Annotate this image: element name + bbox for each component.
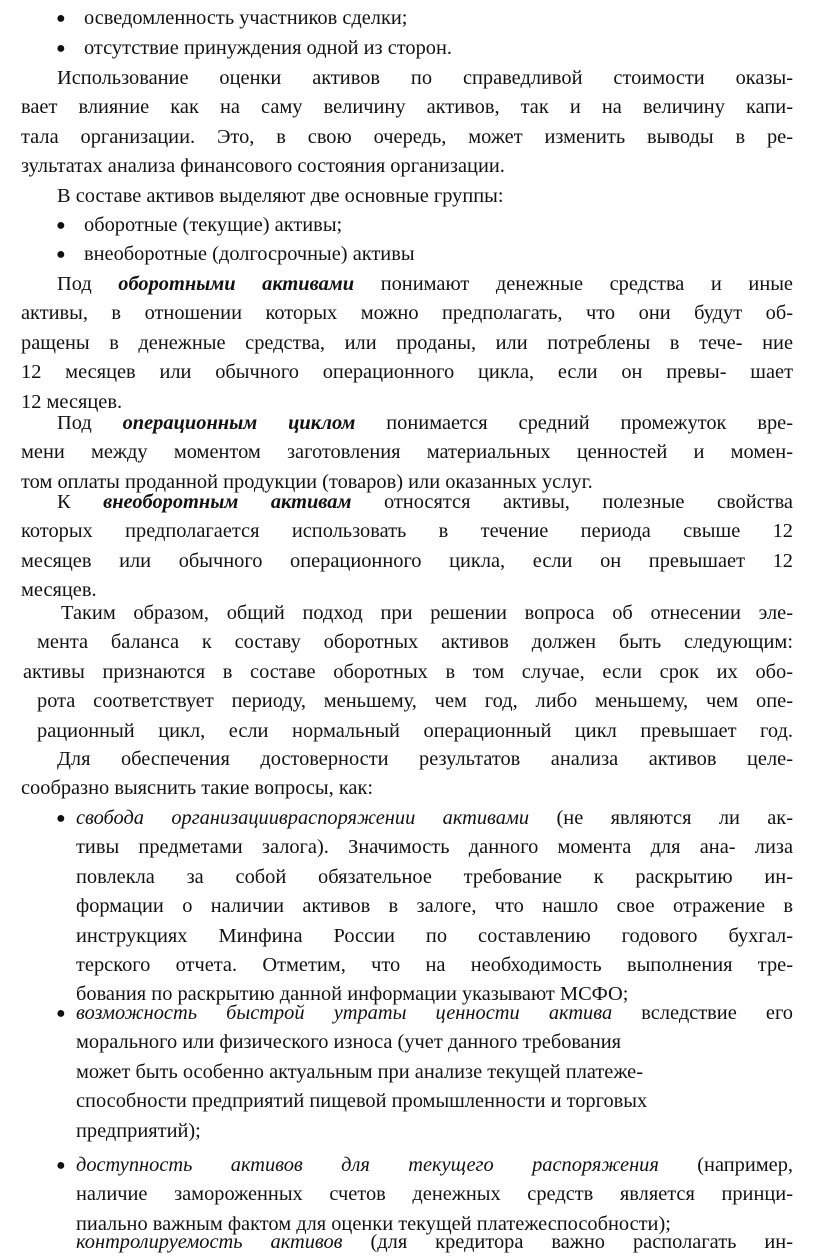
list-item: ● возможность быстрой утраты ценности актива вследствие его морального или физического износа (учет данного требования может быть особенно актуальным при анализе текущей платеже- способности предприятий пищевой промышленности и торговых предприятий); bbox=[56, 999, 793, 1146]
paragraph: Таким образом, общий подход при решении вопроса об отнесении эле- мента баланса к составу оборотных активов должен быть следующим: активы признаются в составе оборотных в том случае, если срок их обо- рота соответствует периоду, меньшему, чем год, либо меньшему, чем опе- рационный цикл, если нормальный операционный цикл превышает год. bbox=[23, 602, 793, 742]
bullet-icon: ● bbox=[56, 10, 66, 27]
emphasis-term: возможность быстрой утраты ценности актива bbox=[76, 1002, 613, 1024]
list-item: ● внеоборотные (долгосрочные) активы bbox=[56, 240, 776, 269]
paragraph: В составе активов выделяют две основные группы: bbox=[57, 185, 504, 207]
emphasis-term: свобода организацииврaспоряжении активами bbox=[76, 807, 530, 829]
paragraph: контролируемость активов (для кредитора важно располагать ин- bbox=[76, 1231, 793, 1253]
list-item: ● свобода организацииврaспоряжении активами (не являются ли ак- тивы предметами залога). Значимость данного момента для ана- лиза повлекла за собой обязательное требование к раскрытию ин- формации о наличии активов в залоге, что нашло свое отражение в инструкциях Минфина России по составлению годового бухгал- терского отчета. Отметим, что на необходимость выполнения тре- бования по раскрытию данной информации указывают МСФО; bbox=[56, 804, 793, 1010]
bullet-icon: ● bbox=[56, 810, 66, 827]
defined-term: оборотными активами bbox=[118, 273, 355, 295]
list-item: ● осведомленность участников сделки; bbox=[56, 4, 776, 33]
bullet-icon: ● bbox=[56, 40, 66, 57]
bullet-icon: ● bbox=[56, 217, 66, 234]
paragraph: Под оборотными активами понимают денежные средства и иные активы, в отношении которых можно предполагать, что они будут об- ращены в денежные средства, или проданы, или потреблены в тече- ние 12 месяцев или обычного операционного цикла, если он превы- шает 12 месяцев. bbox=[21, 273, 793, 413]
bullet-icon: ● bbox=[56, 246, 66, 263]
defined-term: внеоборотным активам bbox=[103, 491, 352, 513]
paragraph: Использование оценки активов по справедливой стоимости оказы- вает влияние как на саму величину активов, так и на величину капи- тала организации. Это, в свою очередь, может изменить выводы в ре- зультатах анализа финансового состояния организации. bbox=[21, 67, 793, 178]
bullet-icon: ● bbox=[56, 1005, 66, 1022]
emphasis-term: контролируемость активов bbox=[76, 1231, 343, 1253]
list-item: ● оборотные (текущие) активы; bbox=[56, 211, 776, 240]
paragraph: К внеоборотным активам относятся активы, полезные свойства которых предполагается использовать в течение периода свыше 12 месяцев или обычного операционного цикла, если он превышает 12 месяцев. bbox=[21, 491, 793, 602]
paragraph: Для обеспечения достоверности результатов анализа активов целе- сообразно выяснить такие вопросы, как: bbox=[21, 748, 793, 800]
emphasis-term: доступность активов для текущего распоряжения bbox=[76, 1154, 659, 1176]
paragraph: Под операционным циклом понимается средний промежуток вре- мени между моментом заготовления материальных ценностей и момен- том оплаты проданной продукции (товаров) или оказанных услуг. bbox=[21, 412, 793, 493]
defined-term: операционным циклом bbox=[122, 412, 356, 434]
bullet-icon: ● bbox=[56, 1157, 66, 1174]
list-item: ● доступность активов для текущего распоряжения (например, наличие замороженных счетов денежных средств является принци- пиально важным фактом для оценки текущей платежеспособности); bbox=[56, 1151, 793, 1239]
list-item: ● отсутствие принуждения одной из сторон. bbox=[56, 34, 776, 63]
